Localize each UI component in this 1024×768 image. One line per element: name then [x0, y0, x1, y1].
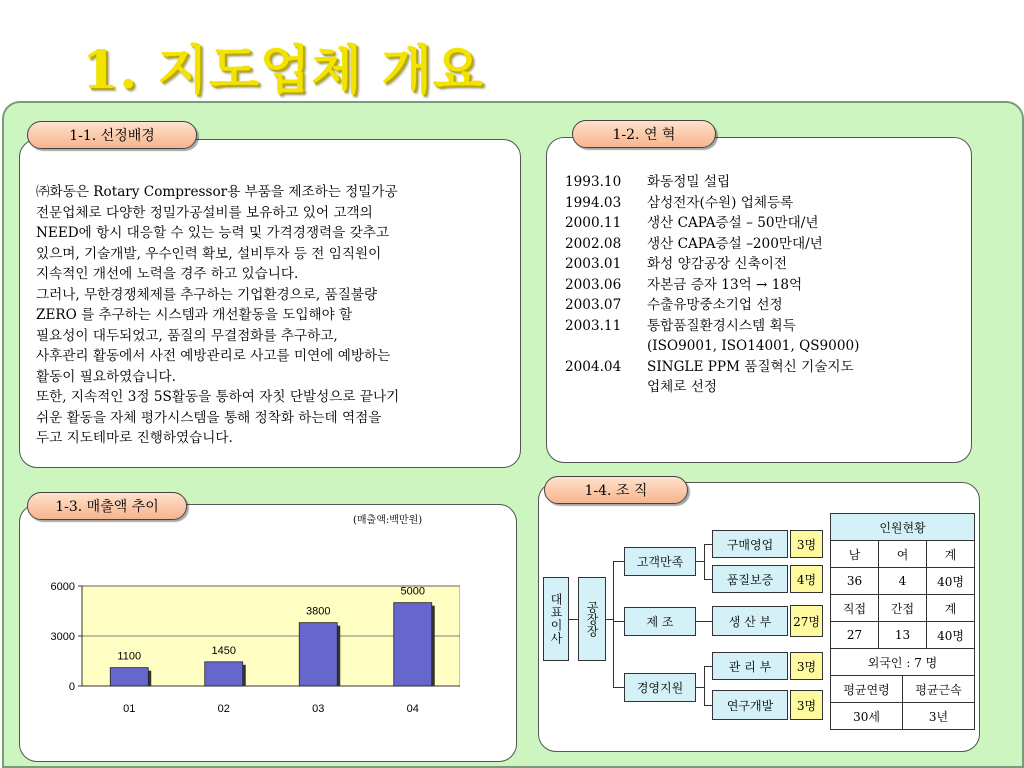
staff-cell: 남: [831, 541, 879, 568]
bar-value-label: 1100: [117, 650, 142, 663]
history-row: [565, 213, 859, 234]
sales-bar: [205, 662, 243, 686]
x-tick-label: 04: [406, 703, 419, 715]
history-event: 화성 양감공장 신축이전: [647, 256, 787, 272]
plant-manager-label: 공장장: [585, 601, 599, 637]
org-connector: [696, 687, 704, 688]
background-line: 그러나, 무한경쟁체제를 추구하는 기업환경으로, 품질불량: [36, 286, 378, 303]
org-connector: [704, 666, 712, 667]
staff-cell: 간접: [879, 595, 927, 622]
bar-value-label: 1450: [211, 644, 236, 657]
x-tick-label: 01: [123, 703, 136, 715]
quality-assurance-dept: 품질보증: [712, 565, 788, 593]
background-line: 필요성이 대두되었고, 품질의 무결점화를 추구하고,: [36, 327, 338, 344]
history-event: 수출유망중소기업 선정: [647, 297, 783, 313]
bar-value-label: 5000: [400, 585, 425, 598]
bar-value-label: 3800: [306, 605, 331, 618]
sales-bar: [394, 603, 432, 686]
background-line: NEED에 항시 대응할 수 있는 능력 및 가격경쟁력을 갖추고: [36, 225, 389, 241]
history-year: 2004.04: [565, 358, 622, 375]
sales-section-label: 1-3. 매출액 추이: [27, 492, 187, 520]
staff-cell: 3년: [903, 703, 975, 730]
x-tick-label: 02: [217, 703, 230, 715]
history-year: 1994.03: [565, 194, 622, 211]
history-row: [565, 357, 859, 378]
history-row: [565, 316, 859, 337]
history-year: 2003.06: [565, 276, 622, 293]
plant-manager-box: [578, 577, 606, 661]
history-event: 자본금 증자 13억 → 18억: [647, 276, 803, 293]
history-year: 2003.07: [565, 297, 622, 313]
org-connector: [606, 619, 613, 620]
history-row: [565, 295, 859, 316]
production-dept: 생 산 부: [712, 606, 788, 636]
staff-cell: 계: [927, 541, 975, 568]
org-connector: [613, 687, 624, 688]
org-connector: [704, 544, 705, 579]
org-connector: [613, 561, 624, 562]
history-year: 2003.01: [565, 256, 622, 272]
background-line: ZERO 를 추구하는 시스템과 개선활동을 도입해야 할: [36, 307, 353, 323]
manufacturing-group: 제 조: [624, 607, 696, 636]
purchasing-sales-dept: 구매영업: [712, 530, 788, 558]
background-line: ㈜화동은 Rotary Compressor용 부품을 제조하는 정밀가공: [36, 184, 398, 200]
org-connector: [696, 561, 704, 562]
history-year: 2002.08: [565, 235, 622, 252]
history-row: [565, 254, 859, 275]
history-event: 삼성전자(수원) 업체등록: [647, 194, 794, 211]
customer-satisfaction-group: 고객만족: [624, 547, 696, 576]
history-section-label: 1-2. 연 혁: [572, 120, 716, 148]
research-development-dept: 연구개발: [712, 690, 788, 720]
org-connector: [613, 621, 624, 622]
history-event: 화동정밀 설립: [647, 174, 731, 190]
org-connector: [569, 619, 578, 620]
background-line: 전문업체로 다양한 정밀가공설비를 보유하고 있어 고객의: [36, 204, 373, 221]
page-title: 1. 지도업체 개요: [82, 40, 484, 101]
staff-header: 인원현황: [831, 514, 975, 541]
y-tick-label: 3000: [50, 631, 75, 643]
background-line: 두고 지도테마로 진행하였습니다.: [36, 430, 233, 446]
background-line: 쉬운 활동을 자체 평가시스템을 통해 정착화 하는데 역점을: [36, 409, 382, 426]
staff-cell: 평균연령: [831, 676, 903, 703]
y-tick-label: 6000: [50, 581, 75, 593]
background-text: [36, 182, 516, 449]
ceo-box: [543, 577, 569, 661]
background-line: 또한, 지속적인 3정 5S활동을 통하여 자칫 단발성으로 끝나기: [36, 389, 400, 405]
history-row: [565, 172, 859, 193]
background-line: 활동이 필요하였습니다.: [36, 368, 176, 385]
org-connector: [613, 561, 614, 687]
administration-count: 3명: [790, 652, 823, 680]
background-line: 지속적인 개선에 노력을 경주 하고 있습니다.: [36, 266, 299, 282]
history-row: [565, 336, 859, 357]
staff-cell: 4: [879, 568, 927, 595]
org-connector: [704, 544, 712, 545]
research-development-count: 3명: [790, 690, 823, 720]
history-event: 생산 CAPA증설 – 50만대/년: [647, 215, 819, 231]
staff-cell: 36: [831, 568, 879, 595]
sales-bar: [110, 668, 148, 686]
history-event: 통합품질환경시스템 획득: [647, 317, 796, 334]
staff-cell: 40명: [927, 568, 975, 595]
organization-section-label: 1-4. 조 직: [544, 476, 688, 504]
x-tick-label: 03: [312, 703, 325, 715]
production-count: 27명: [790, 605, 823, 637]
background-line: 사후관리 활동에서 사전 예방관리로 사고를 미연에 예방하는: [36, 348, 391, 364]
history-event: 생산 CAPA증설 –200만대/년: [647, 235, 823, 252]
purchasing-sales-count: 3명: [790, 530, 823, 558]
history-year: [565, 377, 647, 398]
staff-table: [830, 513, 975, 730]
history-row: [565, 234, 859, 255]
org-connector: [704, 666, 705, 705]
staff-cell: 직접: [831, 595, 879, 622]
org-connector: [704, 705, 712, 706]
staff-cell: 30세: [831, 703, 903, 730]
ceo-label: 대표이사: [549, 593, 563, 645]
background-line: 있으며, 기술개발, 우수인력 확보, 설비투자 등 전 임직원이: [36, 245, 382, 262]
quality-assurance-count: 4명: [790, 565, 823, 593]
org-connector: [704, 579, 712, 580]
sales-unit-label: (매출액:백만원): [353, 515, 423, 526]
staff-cell: 40명: [927, 622, 975, 649]
history-year: 1993.10: [565, 174, 622, 190]
sales-bar-chart: [40, 570, 460, 720]
history-year: [565, 336, 647, 357]
sales-bar: [299, 623, 337, 686]
history-event: (ISO9001, ISO14001, QS9000): [647, 338, 860, 354]
history-event: 업체로 선정: [647, 379, 717, 395]
history-year: 2000.11: [565, 215, 622, 231]
staff-foreign-count: 외국인 : 7 명: [831, 649, 975, 676]
staff-cell: 27: [831, 622, 879, 649]
history-list: [565, 172, 859, 398]
org-connector: [696, 621, 712, 622]
history-event: SINGLE PPM 품질혁신 기술지도: [647, 358, 854, 375]
history-row: [565, 275, 859, 296]
history-year: 2003.11: [565, 317, 622, 334]
history-row: [565, 377, 859, 398]
y-tick-label: 0: [68, 681, 75, 693]
staff-cell: 13: [879, 622, 927, 649]
staff-cell: 평균근속: [903, 676, 975, 703]
administration-dept: 관 리 부: [712, 652, 788, 680]
history-row: [565, 193, 859, 214]
staff-cell: 계: [927, 595, 975, 622]
background-section-label: 1-1. 선정배경: [27, 121, 197, 149]
management-support-group: 경영지원: [624, 673, 696, 702]
staff-cell: 여: [879, 541, 927, 568]
